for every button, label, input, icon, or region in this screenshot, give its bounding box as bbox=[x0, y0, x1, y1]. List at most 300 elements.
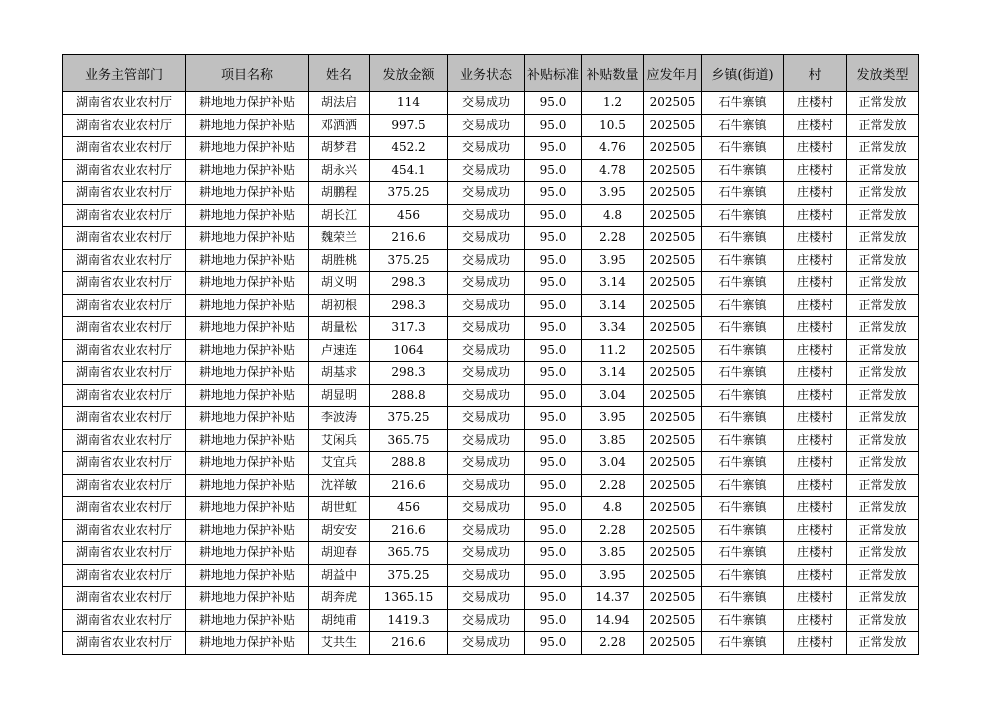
cell-name: 艾闲兵 bbox=[309, 429, 370, 452]
cell-project-name: 耕地地力保护补贴 bbox=[186, 497, 309, 520]
cell-project-name: 耕地地力保护补贴 bbox=[186, 339, 309, 362]
cell-name: 胡义明 bbox=[309, 272, 370, 295]
cell-status: 交易成功 bbox=[448, 497, 525, 520]
cell-amount: 456 bbox=[370, 497, 448, 520]
cell-village: 庄楼村 bbox=[784, 182, 847, 205]
cell-status: 交易成功 bbox=[448, 564, 525, 587]
cell-subsidy-standard: 95.0 bbox=[525, 137, 582, 160]
cell-pay-month: 202505 bbox=[644, 204, 702, 227]
cell-subsidy-standard: 95.0 bbox=[525, 272, 582, 295]
cell-amount: 997.5 bbox=[370, 114, 448, 137]
cell-payment-type: 正常发放 bbox=[847, 474, 919, 497]
cell-amount: 375.25 bbox=[370, 564, 448, 587]
cell-department: 湖南省农业农村厅 bbox=[63, 159, 186, 182]
cell-department: 湖南省农业农村厅 bbox=[63, 384, 186, 407]
cell-village: 庄楼村 bbox=[784, 159, 847, 182]
cell-subsidy-quantity: 3.34 bbox=[582, 317, 644, 340]
cell-payment-type: 正常发放 bbox=[847, 294, 919, 317]
cell-payment-type: 正常发放 bbox=[847, 519, 919, 542]
cell-subsidy-standard: 95.0 bbox=[525, 474, 582, 497]
table-row bbox=[63, 137, 919, 160]
table-row bbox=[63, 159, 919, 182]
cell-name: 胡显明 bbox=[309, 384, 370, 407]
cell-payment-type: 正常发放 bbox=[847, 587, 919, 610]
cell-subsidy-quantity: 3.04 bbox=[582, 384, 644, 407]
cell-subsidy-standard: 95.0 bbox=[525, 204, 582, 227]
cell-town: 石牛寨镇 bbox=[702, 362, 784, 385]
cell-subsidy-standard: 95.0 bbox=[525, 317, 582, 340]
cell-subsidy-quantity: 3.95 bbox=[582, 182, 644, 205]
cell-subsidy-standard: 95.0 bbox=[525, 497, 582, 520]
cell-name: 卢速连 bbox=[309, 339, 370, 362]
cell-subsidy-quantity: 3.95 bbox=[582, 249, 644, 272]
cell-village: 庄楼村 bbox=[784, 92, 847, 115]
cell-status: 交易成功 bbox=[448, 204, 525, 227]
cell-village: 庄楼村 bbox=[784, 114, 847, 137]
cell-village: 庄楼村 bbox=[784, 339, 847, 362]
cell-town: 石牛寨镇 bbox=[702, 519, 784, 542]
cell-amount: 288.8 bbox=[370, 452, 448, 475]
cell-name: 胡安安 bbox=[309, 519, 370, 542]
cell-payment-type: 正常发放 bbox=[847, 272, 919, 295]
cell-name: 胡益中 bbox=[309, 564, 370, 587]
cell-subsidy-standard: 95.0 bbox=[525, 542, 582, 565]
cell-town: 石牛寨镇 bbox=[702, 294, 784, 317]
cell-department: 湖南省农业农村厅 bbox=[63, 609, 186, 632]
cell-name: 胡胜桃 bbox=[309, 249, 370, 272]
cell-pay-month: 202505 bbox=[644, 137, 702, 160]
cell-subsidy-quantity: 3.95 bbox=[582, 407, 644, 430]
cell-department: 湖南省农业农村厅 bbox=[63, 497, 186, 520]
table-row bbox=[63, 294, 919, 317]
cell-town: 石牛寨镇 bbox=[702, 249, 784, 272]
table-row bbox=[63, 587, 919, 610]
cell-subsidy-standard: 95.0 bbox=[525, 339, 582, 362]
cell-name: 艾宜兵 bbox=[309, 452, 370, 475]
cell-amount: 298.3 bbox=[370, 362, 448, 385]
cell-subsidy-standard: 95.0 bbox=[525, 632, 582, 655]
cell-pay-month: 202505 bbox=[644, 429, 702, 452]
header-status: 业务状态 bbox=[448, 55, 525, 92]
cell-subsidy-standard: 95.0 bbox=[525, 609, 582, 632]
header-pay-month: 应发年月 bbox=[644, 55, 702, 92]
cell-amount: 456 bbox=[370, 204, 448, 227]
cell-payment-type: 正常发放 bbox=[847, 564, 919, 587]
cell-subsidy-standard: 95.0 bbox=[525, 249, 582, 272]
cell-name: 胡迎春 bbox=[309, 542, 370, 565]
cell-department: 湖南省农业农村厅 bbox=[63, 564, 186, 587]
cell-payment-type: 正常发放 bbox=[847, 227, 919, 250]
cell-department: 湖南省农业农村厅 bbox=[63, 294, 186, 317]
table-row bbox=[63, 497, 919, 520]
cell-pay-month: 202505 bbox=[644, 339, 702, 362]
cell-village: 庄楼村 bbox=[784, 474, 847, 497]
table-row bbox=[63, 407, 919, 430]
cell-payment-type: 正常发放 bbox=[847, 429, 919, 452]
cell-village: 庄楼村 bbox=[784, 609, 847, 632]
table-row bbox=[63, 204, 919, 227]
cell-town: 石牛寨镇 bbox=[702, 609, 784, 632]
cell-town: 石牛寨镇 bbox=[702, 587, 784, 610]
cell-pay-month: 202505 bbox=[644, 632, 702, 655]
cell-subsidy-quantity: 14.37 bbox=[582, 587, 644, 610]
cell-subsidy-quantity: 11.2 bbox=[582, 339, 644, 362]
table-header-row bbox=[63, 55, 919, 92]
cell-subsidy-quantity: 3.85 bbox=[582, 542, 644, 565]
cell-town: 石牛寨镇 bbox=[702, 204, 784, 227]
cell-name: 胡纯甫 bbox=[309, 609, 370, 632]
cell-department: 湖南省农业农村厅 bbox=[63, 182, 186, 205]
cell-payment-type: 正常发放 bbox=[847, 497, 919, 520]
cell-name: 胡梦君 bbox=[309, 137, 370, 160]
cell-subsidy-quantity: 3.14 bbox=[582, 272, 644, 295]
cell-project-name: 耕地地力保护补贴 bbox=[186, 587, 309, 610]
table-row bbox=[63, 519, 919, 542]
cell-subsidy-quantity: 3.14 bbox=[582, 362, 644, 385]
cell-department: 湖南省农业农村厅 bbox=[63, 317, 186, 340]
cell-subsidy-quantity: 2.28 bbox=[582, 519, 644, 542]
cell-project-name: 耕地地力保护补贴 bbox=[186, 249, 309, 272]
cell-payment-type: 正常发放 bbox=[847, 137, 919, 160]
cell-amount: 216.6 bbox=[370, 519, 448, 542]
cell-status: 交易成功 bbox=[448, 92, 525, 115]
cell-village: 庄楼村 bbox=[784, 227, 847, 250]
cell-amount: 375.25 bbox=[370, 249, 448, 272]
cell-village: 庄楼村 bbox=[784, 407, 847, 430]
cell-town: 石牛寨镇 bbox=[702, 564, 784, 587]
cell-town: 石牛寨镇 bbox=[702, 339, 784, 362]
cell-status: 交易成功 bbox=[448, 294, 525, 317]
cell-pay-month: 202505 bbox=[644, 317, 702, 340]
cell-department: 湖南省农业农村厅 bbox=[63, 632, 186, 655]
cell-name: 胡奔虎 bbox=[309, 587, 370, 610]
cell-status: 交易成功 bbox=[448, 159, 525, 182]
cell-amount: 454.1 bbox=[370, 159, 448, 182]
cell-subsidy-quantity: 3.14 bbox=[582, 294, 644, 317]
cell-pay-month: 202505 bbox=[644, 519, 702, 542]
cell-subsidy-standard: 95.0 bbox=[525, 384, 582, 407]
cell-amount: 114 bbox=[370, 92, 448, 115]
cell-town: 石牛寨镇 bbox=[702, 632, 784, 655]
cell-town: 石牛寨镇 bbox=[702, 159, 784, 182]
cell-subsidy-standard: 95.0 bbox=[525, 182, 582, 205]
header-name: 姓名 bbox=[309, 55, 370, 92]
cell-project-name: 耕地地力保护补贴 bbox=[186, 317, 309, 340]
cell-pay-month: 202505 bbox=[644, 182, 702, 205]
cell-department: 湖南省农业农村厅 bbox=[63, 474, 186, 497]
cell-status: 交易成功 bbox=[448, 519, 525, 542]
cell-village: 庄楼村 bbox=[784, 632, 847, 655]
cell-payment-type: 正常发放 bbox=[847, 204, 919, 227]
cell-pay-month: 202505 bbox=[644, 497, 702, 520]
cell-subsidy-quantity: 10.5 bbox=[582, 114, 644, 137]
header-department: 业务主管部门 bbox=[63, 55, 186, 92]
cell-project-name: 耕地地力保护补贴 bbox=[186, 407, 309, 430]
cell-name: 胡基求 bbox=[309, 362, 370, 385]
cell-pay-month: 202505 bbox=[644, 452, 702, 475]
cell-status: 交易成功 bbox=[448, 587, 525, 610]
cell-name: 胡法启 bbox=[309, 92, 370, 115]
cell-amount: 452.2 bbox=[370, 137, 448, 160]
cell-village: 庄楼村 bbox=[784, 362, 847, 385]
table-row bbox=[63, 452, 919, 475]
cell-name: 胡长江 bbox=[309, 204, 370, 227]
cell-department: 湖南省农业农村厅 bbox=[63, 272, 186, 295]
header-project-name: 项目名称 bbox=[186, 55, 309, 92]
cell-pay-month: 202505 bbox=[644, 272, 702, 295]
cell-department: 湖南省农业农村厅 bbox=[63, 407, 186, 430]
cell-project-name: 耕地地力保护补贴 bbox=[186, 429, 309, 452]
cell-project-name: 耕地地力保护补贴 bbox=[186, 474, 309, 497]
cell-payment-type: 正常发放 bbox=[847, 632, 919, 655]
cell-payment-type: 正常发放 bbox=[847, 339, 919, 362]
cell-subsidy-quantity: 4.8 bbox=[582, 497, 644, 520]
cell-project-name: 耕地地力保护补贴 bbox=[186, 519, 309, 542]
cell-payment-type: 正常发放 bbox=[847, 452, 919, 475]
cell-village: 庄楼村 bbox=[784, 452, 847, 475]
cell-village: 庄楼村 bbox=[784, 542, 847, 565]
header-town: 乡镇(街道) bbox=[702, 55, 784, 92]
cell-name: 沈祥敏 bbox=[309, 474, 370, 497]
cell-project-name: 耕地地力保护补贴 bbox=[186, 542, 309, 565]
table-body bbox=[63, 92, 919, 655]
table-row bbox=[63, 317, 919, 340]
cell-town: 石牛寨镇 bbox=[702, 272, 784, 295]
cell-subsidy-standard: 95.0 bbox=[525, 114, 582, 137]
cell-village: 庄楼村 bbox=[784, 497, 847, 520]
cell-subsidy-standard: 95.0 bbox=[525, 407, 582, 430]
cell-subsidy-quantity: 2.28 bbox=[582, 227, 644, 250]
cell-pay-month: 202505 bbox=[644, 362, 702, 385]
cell-village: 庄楼村 bbox=[784, 249, 847, 272]
table-row bbox=[63, 114, 919, 137]
cell-name: 胡初根 bbox=[309, 294, 370, 317]
cell-department: 湖南省农业农村厅 bbox=[63, 92, 186, 115]
table-row bbox=[63, 429, 919, 452]
cell-town: 石牛寨镇 bbox=[702, 227, 784, 250]
cell-department: 湖南省农业农村厅 bbox=[63, 249, 186, 272]
cell-amount: 298.3 bbox=[370, 294, 448, 317]
cell-department: 湖南省农业农村厅 bbox=[63, 339, 186, 362]
cell-amount: 216.6 bbox=[370, 632, 448, 655]
cell-payment-type: 正常发放 bbox=[847, 92, 919, 115]
cell-subsidy-quantity: 14.94 bbox=[582, 609, 644, 632]
table-row bbox=[63, 339, 919, 362]
cell-amount: 1365.15 bbox=[370, 587, 448, 610]
cell-subsidy-standard: 95.0 bbox=[525, 294, 582, 317]
cell-village: 庄楼村 bbox=[784, 272, 847, 295]
cell-payment-type: 正常发放 bbox=[847, 159, 919, 182]
cell-village: 庄楼村 bbox=[784, 587, 847, 610]
cell-amount: 317.3 bbox=[370, 317, 448, 340]
header-payment-type: 发放类型 bbox=[847, 55, 919, 92]
cell-subsidy-quantity: 3.04 bbox=[582, 452, 644, 475]
table-row bbox=[63, 92, 919, 115]
cell-status: 交易成功 bbox=[448, 474, 525, 497]
cell-project-name: 耕地地力保护补贴 bbox=[186, 564, 309, 587]
cell-status: 交易成功 bbox=[448, 452, 525, 475]
table-row bbox=[63, 249, 919, 272]
cell-town: 石牛寨镇 bbox=[702, 114, 784, 137]
cell-name: 胡量松 bbox=[309, 317, 370, 340]
cell-name: 魏荣兰 bbox=[309, 227, 370, 250]
cell-subsidy-standard: 95.0 bbox=[525, 362, 582, 385]
cell-subsidy-standard: 95.0 bbox=[525, 92, 582, 115]
cell-name: 邓洒洒 bbox=[309, 114, 370, 137]
cell-project-name: 耕地地力保护补贴 bbox=[186, 182, 309, 205]
cell-pay-month: 202505 bbox=[644, 114, 702, 137]
table-row bbox=[63, 609, 919, 632]
cell-pay-month: 202505 bbox=[644, 474, 702, 497]
cell-project-name: 耕地地力保护补贴 bbox=[186, 204, 309, 227]
cell-subsidy-quantity: 1.2 bbox=[582, 92, 644, 115]
cell-department: 湖南省农业农村厅 bbox=[63, 137, 186, 160]
cell-payment-type: 正常发放 bbox=[847, 182, 919, 205]
cell-pay-month: 202505 bbox=[644, 587, 702, 610]
cell-status: 交易成功 bbox=[448, 429, 525, 452]
cell-department: 湖南省农业农村厅 bbox=[63, 587, 186, 610]
cell-subsidy-standard: 95.0 bbox=[525, 429, 582, 452]
cell-village: 庄楼村 bbox=[784, 564, 847, 587]
cell-pay-month: 202505 bbox=[644, 609, 702, 632]
cell-payment-type: 正常发放 bbox=[847, 384, 919, 407]
cell-subsidy-standard: 95.0 bbox=[525, 227, 582, 250]
cell-town: 石牛寨镇 bbox=[702, 429, 784, 452]
cell-amount: 216.6 bbox=[370, 474, 448, 497]
cell-subsidy-quantity: 4.78 bbox=[582, 159, 644, 182]
cell-name: 胡鹏程 bbox=[309, 182, 370, 205]
table-row bbox=[63, 362, 919, 385]
cell-project-name: 耕地地力保护补贴 bbox=[186, 159, 309, 182]
cell-status: 交易成功 bbox=[448, 272, 525, 295]
cell-department: 湖南省农业农村厅 bbox=[63, 452, 186, 475]
header-amount: 发放金额 bbox=[370, 55, 448, 92]
cell-pay-month: 202505 bbox=[644, 249, 702, 272]
cell-town: 石牛寨镇 bbox=[702, 452, 784, 475]
cell-department: 湖南省农业农村厅 bbox=[63, 362, 186, 385]
table-row bbox=[63, 542, 919, 565]
cell-pay-month: 202505 bbox=[644, 542, 702, 565]
cell-payment-type: 正常发放 bbox=[847, 542, 919, 565]
cell-subsidy-standard: 95.0 bbox=[525, 519, 582, 542]
cell-department: 湖南省农业农村厅 bbox=[63, 114, 186, 137]
table-row bbox=[63, 272, 919, 295]
cell-town: 石牛寨镇 bbox=[702, 92, 784, 115]
cell-project-name: 耕地地力保护补贴 bbox=[186, 272, 309, 295]
cell-subsidy-quantity: 3.85 bbox=[582, 429, 644, 452]
cell-amount: 365.75 bbox=[370, 542, 448, 565]
cell-name: 胡永兴 bbox=[309, 159, 370, 182]
cell-town: 石牛寨镇 bbox=[702, 182, 784, 205]
cell-pay-month: 202505 bbox=[644, 294, 702, 317]
cell-village: 庄楼村 bbox=[784, 519, 847, 542]
cell-payment-type: 正常发放 bbox=[847, 317, 919, 340]
cell-village: 庄楼村 bbox=[784, 429, 847, 452]
cell-department: 湖南省农业农村厅 bbox=[63, 519, 186, 542]
cell-subsidy-standard: 95.0 bbox=[525, 587, 582, 610]
cell-status: 交易成功 bbox=[448, 609, 525, 632]
cell-village: 庄楼村 bbox=[784, 204, 847, 227]
cell-amount: 1064 bbox=[370, 339, 448, 362]
cell-village: 庄楼村 bbox=[784, 137, 847, 160]
cell-amount: 375.25 bbox=[370, 407, 448, 430]
cell-project-name: 耕地地力保护补贴 bbox=[186, 137, 309, 160]
cell-subsidy-quantity: 4.76 bbox=[582, 137, 644, 160]
cell-department: 湖南省农业农村厅 bbox=[63, 227, 186, 250]
table-row bbox=[63, 564, 919, 587]
cell-subsidy-quantity: 3.95 bbox=[582, 564, 644, 587]
cell-pay-month: 202505 bbox=[644, 92, 702, 115]
cell-pay-month: 202505 bbox=[644, 384, 702, 407]
cell-status: 交易成功 bbox=[448, 384, 525, 407]
cell-project-name: 耕地地力保护补贴 bbox=[186, 632, 309, 655]
cell-village: 庄楼村 bbox=[784, 294, 847, 317]
cell-name: 艾共生 bbox=[309, 632, 370, 655]
cell-status: 交易成功 bbox=[448, 632, 525, 655]
cell-project-name: 耕地地力保护补贴 bbox=[186, 384, 309, 407]
cell-project-name: 耕地地力保护补贴 bbox=[186, 294, 309, 317]
header-subsidy-standard: 补贴标准 bbox=[525, 55, 582, 92]
cell-subsidy-quantity: 4.8 bbox=[582, 204, 644, 227]
table-row bbox=[63, 182, 919, 205]
cell-project-name: 耕地地力保护补贴 bbox=[186, 609, 309, 632]
cell-town: 石牛寨镇 bbox=[702, 384, 784, 407]
subsidy-table bbox=[62, 54, 919, 655]
cell-status: 交易成功 bbox=[448, 114, 525, 137]
cell-status: 交易成功 bbox=[448, 227, 525, 250]
cell-status: 交易成功 bbox=[448, 249, 525, 272]
cell-status: 交易成功 bbox=[448, 339, 525, 362]
cell-payment-type: 正常发放 bbox=[847, 362, 919, 385]
cell-department: 湖南省农业农村厅 bbox=[63, 542, 186, 565]
cell-status: 交易成功 bbox=[448, 137, 525, 160]
cell-amount: 375.25 bbox=[370, 182, 448, 205]
cell-town: 石牛寨镇 bbox=[702, 407, 784, 430]
cell-village: 庄楼村 bbox=[784, 317, 847, 340]
table-row bbox=[63, 384, 919, 407]
cell-town: 石牛寨镇 bbox=[702, 474, 784, 497]
header-subsidy-quantity: 补贴数量 bbox=[582, 55, 644, 92]
cell-subsidy-standard: 95.0 bbox=[525, 452, 582, 475]
cell-project-name: 耕地地力保护补贴 bbox=[186, 227, 309, 250]
cell-name: 李波涛 bbox=[309, 407, 370, 430]
cell-status: 交易成功 bbox=[448, 317, 525, 340]
cell-status: 交易成功 bbox=[448, 182, 525, 205]
cell-pay-month: 202505 bbox=[644, 159, 702, 182]
cell-payment-type: 正常发放 bbox=[847, 114, 919, 137]
cell-town: 石牛寨镇 bbox=[702, 317, 784, 340]
cell-status: 交易成功 bbox=[448, 407, 525, 430]
cell-payment-type: 正常发放 bbox=[847, 407, 919, 430]
cell-amount: 298.3 bbox=[370, 272, 448, 295]
cell-pay-month: 202505 bbox=[644, 564, 702, 587]
cell-town: 石牛寨镇 bbox=[702, 542, 784, 565]
cell-project-name: 耕地地力保护补贴 bbox=[186, 92, 309, 115]
cell-department: 湖南省农业农村厅 bbox=[63, 429, 186, 452]
cell-subsidy-quantity: 2.28 bbox=[582, 632, 644, 655]
cell-project-name: 耕地地力保护补贴 bbox=[186, 452, 309, 475]
cell-name: 胡世虹 bbox=[309, 497, 370, 520]
cell-payment-type: 正常发放 bbox=[847, 249, 919, 272]
table-row bbox=[63, 474, 919, 497]
cell-status: 交易成功 bbox=[448, 542, 525, 565]
table-row bbox=[63, 227, 919, 250]
cell-department: 湖南省农业农村厅 bbox=[63, 204, 186, 227]
cell-project-name: 耕地地力保护补贴 bbox=[186, 114, 309, 137]
cell-project-name: 耕地地力保护补贴 bbox=[186, 362, 309, 385]
cell-payment-type: 正常发放 bbox=[847, 609, 919, 632]
cell-status: 交易成功 bbox=[448, 362, 525, 385]
